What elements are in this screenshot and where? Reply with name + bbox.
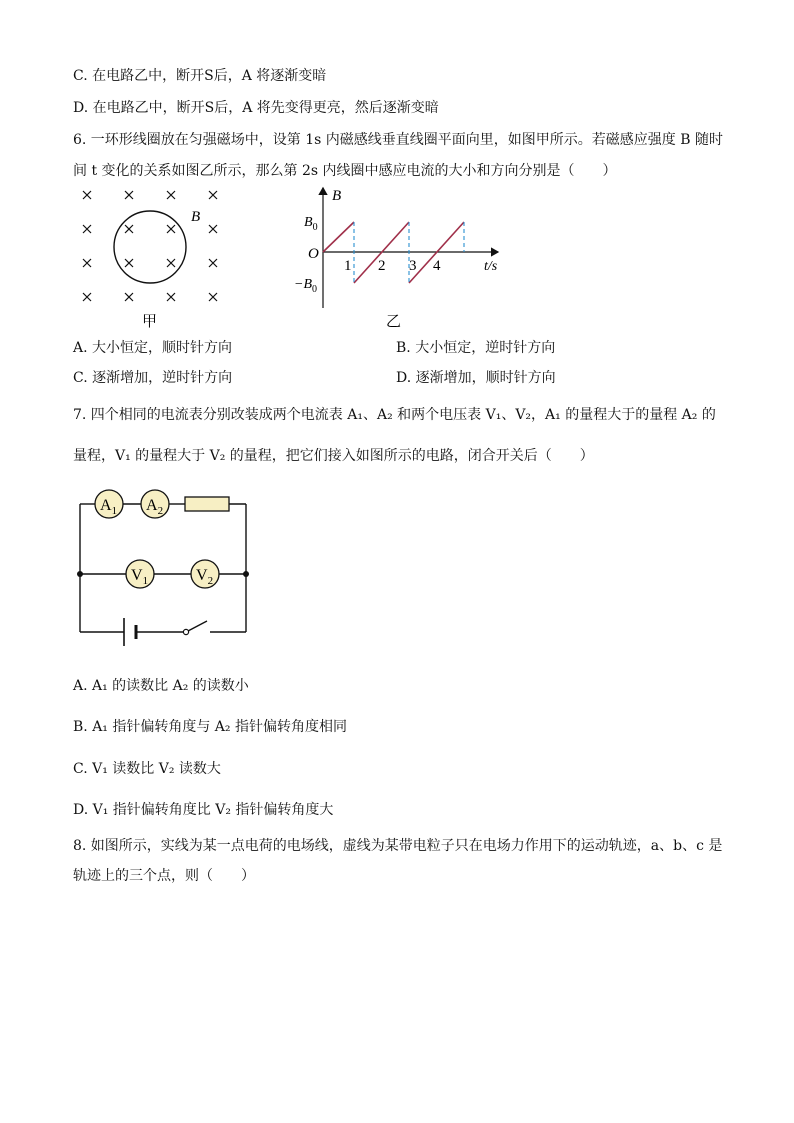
junction-left xyxy=(77,571,83,577)
q6-option-a: A. 大小恒定，顺时针方向 xyxy=(73,340,233,356)
svg-text:V1: $V_1$ xyxy=(131,567,149,587)
q8-stem-line1: 8. 如图所示，实线为某一点电荷的电场线，虚线为某带电粒子只在电场力作用下的运动轨迹，a、b、c 是 xyxy=(73,838,723,854)
resistor xyxy=(185,497,229,511)
q5-option-c: C. 在电路乙中，断开S后，A 将逐渐变暗 xyxy=(73,68,327,84)
tick-4: 4 xyxy=(433,258,441,274)
svg-text:A2: $A_2$ xyxy=(146,497,164,517)
figure-yi-b-t-graph xyxy=(288,182,508,330)
q7-option-b: B. A₁ 指针偏转角度与 A₂ 指针偏转角度相同 xyxy=(73,719,347,735)
x-axis-label: t/s xyxy=(484,259,498,274)
q5-option-d: D. 在电路乙中，断开S后，A 将先变得更亮，然后逐渐变暗 xyxy=(73,100,439,116)
figure-circuit xyxy=(74,488,254,652)
coil-ring xyxy=(114,211,186,283)
svg-text:A1: $A_1$ xyxy=(100,497,118,517)
q7-option-c: C. V₁ 读数比 V₂ 读数大 xyxy=(73,761,221,777)
tick-1: 1 xyxy=(344,258,352,274)
figure-jia-magnetic-field xyxy=(70,182,240,330)
circuit-wires xyxy=(80,504,246,632)
field-label-b: B xyxy=(191,209,201,225)
tick-2: 2 xyxy=(378,258,386,274)
q6-stem-line1: 6. 一环形线圈放在匀强磁场中，设第 1s 内磁感线垂直线圈平面向里，如图甲所示。若磁感应强度 B 随时 xyxy=(73,132,723,148)
q7-stem-line1: 7. 四个相同的电流表分别改装成两个电流表 A₁、A₂ 和两个电压表 V₁、V₂，A₁ 的量程大于的量程 A₂ 的 xyxy=(73,407,716,423)
caption-jia: 甲 xyxy=(142,314,158,330)
q7-stem-line2: 量程，V₁ 的量程大于 V₂ 的量程，把它们接入如图所示的电路，闭合开关后（ ） xyxy=(73,448,594,464)
switch-pivot xyxy=(183,629,188,634)
q6-option-b: B. 大小恒定，逆时针方向 xyxy=(396,340,556,356)
b0-label: $B_0$ xyxy=(304,215,318,233)
tick-3: 3 xyxy=(409,258,417,274)
junction-right xyxy=(243,571,249,577)
q6-stem-line2: 间 t 变化的关系如图乙所示，那么第 2s 内线圈中感应电流的大小和方向分别是（ ） xyxy=(73,163,617,179)
q6-option-d: D. 逐渐增加，顺时针方向 xyxy=(396,370,556,386)
q7-option-a: A. A₁ 的读数比 A₂ 的读数小 xyxy=(73,678,249,694)
voltmeter-v2 xyxy=(191,560,219,588)
svg-text:V2: $V_2$ xyxy=(196,567,214,587)
ammeter-a1 xyxy=(95,490,123,518)
segment-0-1 xyxy=(323,222,354,252)
q8-stem-line2: 轨迹上的三个点，则（ ） xyxy=(73,868,255,884)
voltmeter-v1 xyxy=(126,560,154,588)
q6-option-c: C. 逐渐增加，逆时针方向 xyxy=(73,370,233,386)
q7-option-d: D. V₁ 指针偏转角度比 V₂ 指针偏转角度大 xyxy=(73,802,334,818)
origin-label: O xyxy=(308,246,319,262)
y-axis-label: B xyxy=(332,188,342,204)
field-crosses xyxy=(83,191,217,301)
ammeter-a2 xyxy=(141,490,169,518)
caption-yi: 乙 xyxy=(386,314,402,330)
neg-b0-label: $-B_0$ xyxy=(294,277,317,295)
